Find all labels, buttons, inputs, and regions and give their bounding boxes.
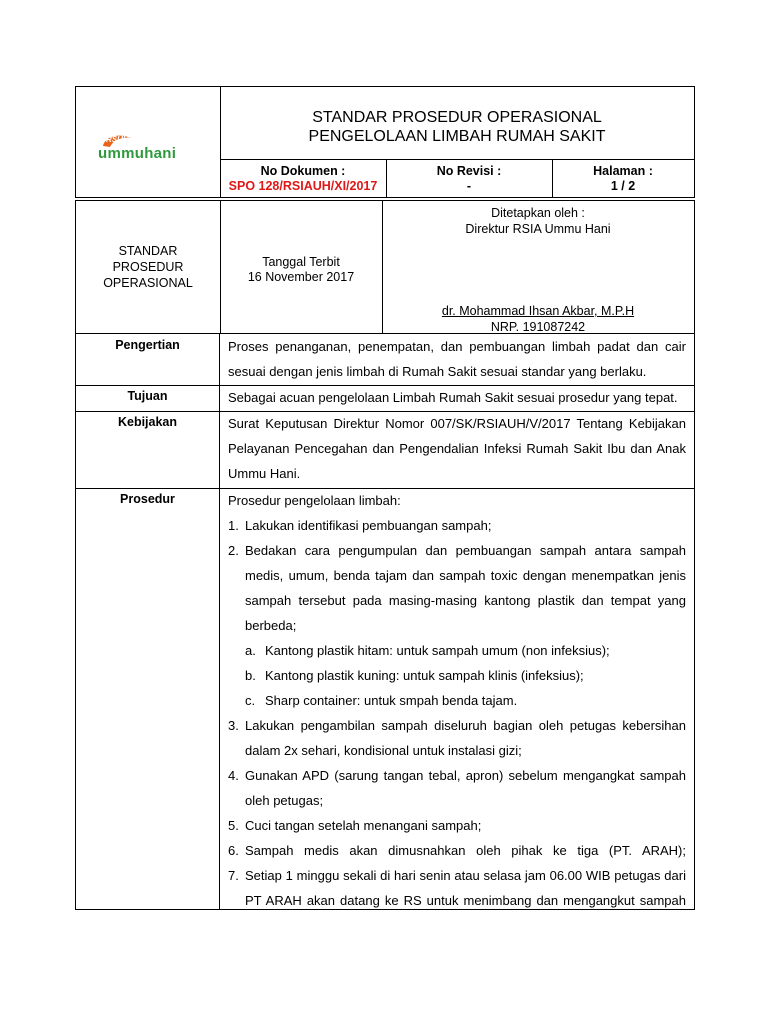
director-title: Direktur RSIA Ummu Hani xyxy=(465,222,611,236)
step-number: 7. xyxy=(228,868,239,883)
step-number: 2. xyxy=(228,543,239,558)
list-item xyxy=(228,763,686,813)
revision-value: - xyxy=(466,179,472,193)
step-text: berbeda; xyxy=(245,618,297,633)
issue-date-label: Tanggal Terbit xyxy=(262,255,340,269)
list-item xyxy=(228,538,686,638)
document-header xyxy=(75,86,695,198)
logo-cell xyxy=(76,87,221,197)
logo-name: ummuhani xyxy=(98,145,177,162)
subitem-text: Kantong plastik hitam: untuk sampah umum (non infeksius); xyxy=(265,643,610,658)
step-text: Setiap 1 minggu sekali di hari senin atau selasa jam 06.00 WIB petugas dari xyxy=(245,868,686,883)
step-text: Gunakan APD (sarung tangan tebal, apron) sebelum mengangkat sampah xyxy=(245,768,686,783)
sop-document xyxy=(75,86,695,910)
procedure-intro: Prosedur pengelolaan limbah: xyxy=(228,493,401,508)
approval-cell xyxy=(382,201,694,333)
section-pengertian xyxy=(76,334,694,386)
list-item xyxy=(228,688,686,713)
signer-nrp: NRP. 191087242 xyxy=(490,320,586,334)
kebijakan-line: Ummu Hani. xyxy=(228,466,301,481)
subitem-text: Kantong plastik kuning: untuk sampah klinis (infeksius); xyxy=(265,668,584,683)
section-label: Tujuan xyxy=(76,385,220,411)
list-item xyxy=(228,813,686,838)
signer-name: dr. Mohammad Ihsan Akbar, M.P.H xyxy=(441,304,635,318)
list-item xyxy=(228,713,686,763)
step-text: dalam 2x sehari, kondisional untuk instalasi gizi; xyxy=(245,743,522,758)
subitem-letter: c. xyxy=(245,693,256,708)
section-tujuan xyxy=(76,385,694,412)
step-text: Lakukan pengambilan sampah diseluruh bagian oleh petugas kebersihan xyxy=(245,718,686,733)
document-body xyxy=(75,334,695,910)
procedure-list xyxy=(228,488,686,913)
revision-cell xyxy=(386,159,553,197)
section-prosedur xyxy=(76,488,694,910)
spo-label-line2: PROSEDUR xyxy=(112,260,184,274)
step-number: 6. xyxy=(228,843,239,858)
step-number: 3. xyxy=(228,718,239,733)
spo-label-cell xyxy=(76,201,221,333)
title-cell xyxy=(220,87,694,160)
step-text: Cuci tangan setelah menangani sampah; xyxy=(245,818,482,833)
document-title-line2: PENGELOLAAN LIMBAH RUMAH SAKIT xyxy=(308,128,606,145)
page-cell xyxy=(552,159,694,197)
section-label: Pengertian xyxy=(76,334,220,385)
doc-number-value: SPO 128/RSIAUH/XI/2017 xyxy=(228,179,378,193)
logo-badge: RSUH xyxy=(106,135,129,144)
hospital-logo xyxy=(98,129,208,165)
step-text: Bedakan cara pengumpulan dan pembuangan sampah antara sampah xyxy=(245,543,686,558)
spo-label-line1: STANDAR xyxy=(118,244,178,258)
step-text: Sampah medis akan dimusnahkan oleh pihak ke tiga (PT. ARAH); xyxy=(245,843,686,858)
subitem-letter: b. xyxy=(245,668,256,683)
list-item xyxy=(228,838,686,863)
step-text: sampah tersebut pada masing-masing kantong plastik dan tempat yang xyxy=(245,593,686,608)
revision-label: No Revisi : xyxy=(436,164,502,178)
step-number: 5. xyxy=(228,818,239,833)
list-item xyxy=(228,638,686,663)
spo-label-line3: OPERASIONAL xyxy=(103,276,193,290)
page-value: 1 / 2 xyxy=(610,179,636,193)
step-text: medis, umum, benda tajam dan sampah toxic dengan menempatkan jenis xyxy=(245,568,686,583)
document-meta xyxy=(75,200,695,334)
doc-number-cell xyxy=(220,159,387,197)
document-title-line1: STANDAR PROSEDUR OPERASIONAL xyxy=(312,109,602,126)
step-number: 1. xyxy=(228,518,239,533)
list-item xyxy=(228,663,686,688)
list-item xyxy=(228,513,686,538)
subitem-letter: a. xyxy=(245,643,256,658)
list-item xyxy=(228,863,686,913)
pengertian-line: Proses penanganan, penempatan, dan pembuangan limbah padat dan cair xyxy=(228,339,686,354)
doc-number-label: No Dokumen : xyxy=(260,164,346,178)
tujuan-line: Sebagai acuan pengelolaan Limbah Rumah Sakit sesuai prosedur yang tepat. xyxy=(228,390,678,405)
issue-date-value: 16 November 2017 xyxy=(247,270,355,284)
step-number: 4. xyxy=(228,768,239,783)
subitem-text: Sharp container: untuk smpah benda tajam. xyxy=(265,693,518,708)
section-label: Prosedur xyxy=(76,488,220,910)
issue-date-cell xyxy=(220,201,383,333)
page-label: Halaman : xyxy=(593,164,653,178)
pengertian-line: sesuai dengan jenis limbah di Rumah Sakit sesuai standar yang berlaku. xyxy=(228,364,647,379)
section-label: Kebijakan xyxy=(76,411,220,488)
step-text: PT ARAH akan datang ke RS untuk menimbang dan mengangkut sampah xyxy=(245,893,686,908)
step-text: Lakukan identifikasi pembuangan sampah; xyxy=(245,518,492,533)
step-text: oleh petugas; xyxy=(245,793,324,808)
established-by-label: Ditetapkan oleh : xyxy=(491,206,585,220)
section-kebijakan xyxy=(76,411,694,489)
kebijakan-line: Pelayanan Pencegahan dan Pengendalian Infeksi Rumah Sakit Ibu dan Anak xyxy=(228,441,686,456)
kebijakan-line: Surat Keputusan Direktur Nomor 007/SK/RSIAUH/V/2017 Tentang Kebijakan xyxy=(228,416,686,431)
